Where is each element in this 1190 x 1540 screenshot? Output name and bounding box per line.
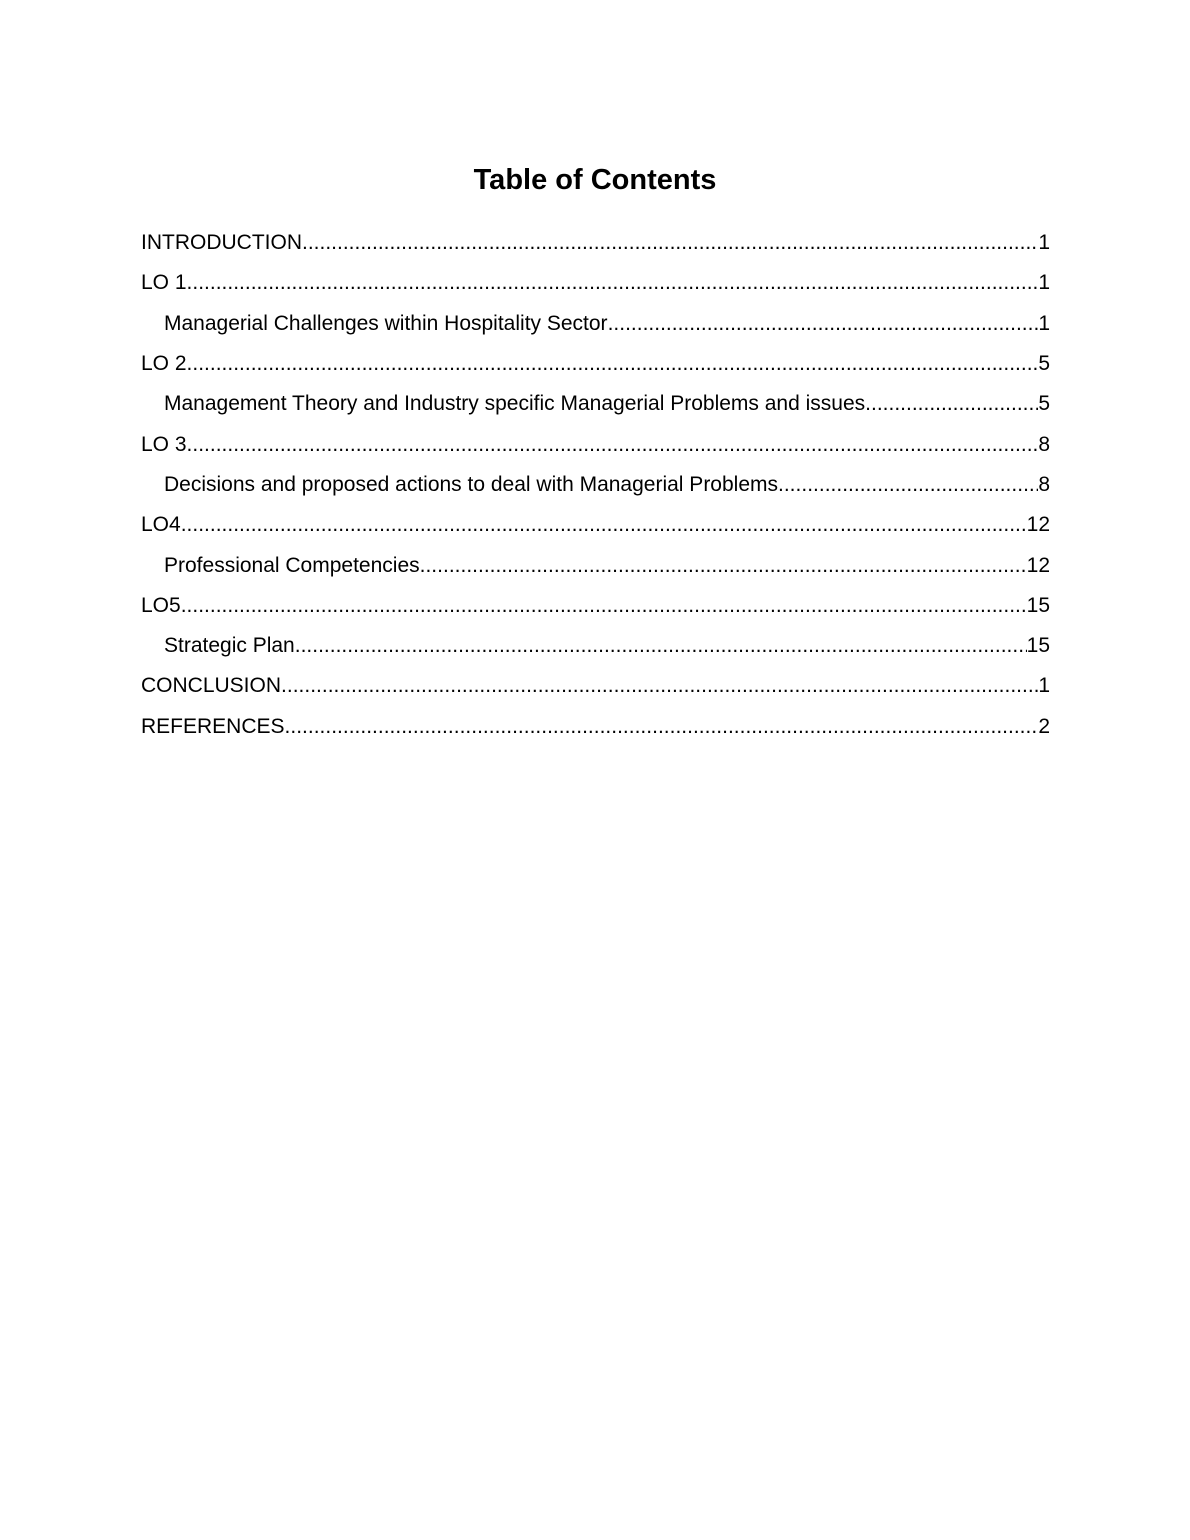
toc-dot-leader [302,231,1038,255]
toc-entry-label: LO 3 [141,432,187,456]
toc-dot-leader [281,674,1038,698]
toc-entry-label: LO 2 [141,352,187,376]
toc-dot-leader [608,312,1039,336]
toc-page-number: 1 [1038,311,1050,335]
toc-page-number: 15 [1026,593,1050,617]
toc-dot-leader [187,433,1039,457]
toc-entry-lo3[interactable] [141,424,1050,464]
toc-entry-label: LO4 [141,513,181,537]
toc-page-number: 15 [1026,634,1050,658]
toc-entry-label: REFERENCES [141,714,285,738]
toc-page-number: 1 [1038,674,1050,698]
toc-entry-label: INTRODUCTION [141,231,302,255]
toc-entry-label: Managerial Challenges within Hospitality Sector [164,311,608,335]
toc-page-number: 2 [1038,714,1050,738]
toc-entry-lo1[interactable] [141,263,1050,303]
toc-entry-lo5[interactable] [141,586,1050,626]
toc-dot-leader [778,473,1038,497]
toc-entry-references[interactable] [141,707,1050,747]
toc-dot-leader [187,352,1039,376]
toc-list [141,223,1050,747]
toc-dot-leader [420,554,1027,578]
toc-entry-label: LO 1 [141,271,187,295]
toc-title: Table of Contents [473,164,717,196]
toc-page-number: 8 [1038,432,1050,456]
toc-dot-leader [187,271,1039,295]
toc-entry-managerial-challenges[interactable] [141,304,1050,344]
toc-entry-label: CONCLUSION [141,674,282,698]
toc-dot-leader [865,392,1038,416]
toc-page-number: 8 [1038,472,1050,496]
toc-dot-leader [181,513,1027,537]
toc-dot-leader [181,594,1027,618]
toc-entry-conclusion[interactable] [141,666,1050,706]
toc-entry-label: Professional Competencies [164,553,420,577]
toc-entry-lo2[interactable] [141,344,1050,384]
toc-dot-leader [295,634,1027,658]
toc-entry-management-theory[interactable] [141,384,1050,424]
toc-entry-decisions[interactable] [141,465,1050,505]
toc-entry-label: Strategic Plan [164,634,295,658]
toc-entry-lo4[interactable] [141,505,1050,545]
toc-page-number: 1 [1038,231,1050,255]
toc-entry-strategic-plan[interactable] [141,626,1050,666]
toc-entry-label: LO5 [141,593,181,617]
toc-entry-label: Decisions and proposed actions to deal with Managerial Problems [164,472,779,496]
toc-entry-introduction[interactable] [141,223,1050,263]
toc-entry-professional-competencies[interactable] [141,545,1050,585]
toc-page-number: 12 [1026,513,1050,537]
toc-page-number: 12 [1026,553,1050,577]
toc-entry-label: Management Theory and Industry specific Managerial Problems and issues [164,392,866,416]
toc-page-number: 5 [1038,352,1050,376]
toc-page-number: 5 [1038,392,1050,416]
toc-dot-leader [285,715,1039,739]
toc-page-number: 1 [1038,271,1050,295]
